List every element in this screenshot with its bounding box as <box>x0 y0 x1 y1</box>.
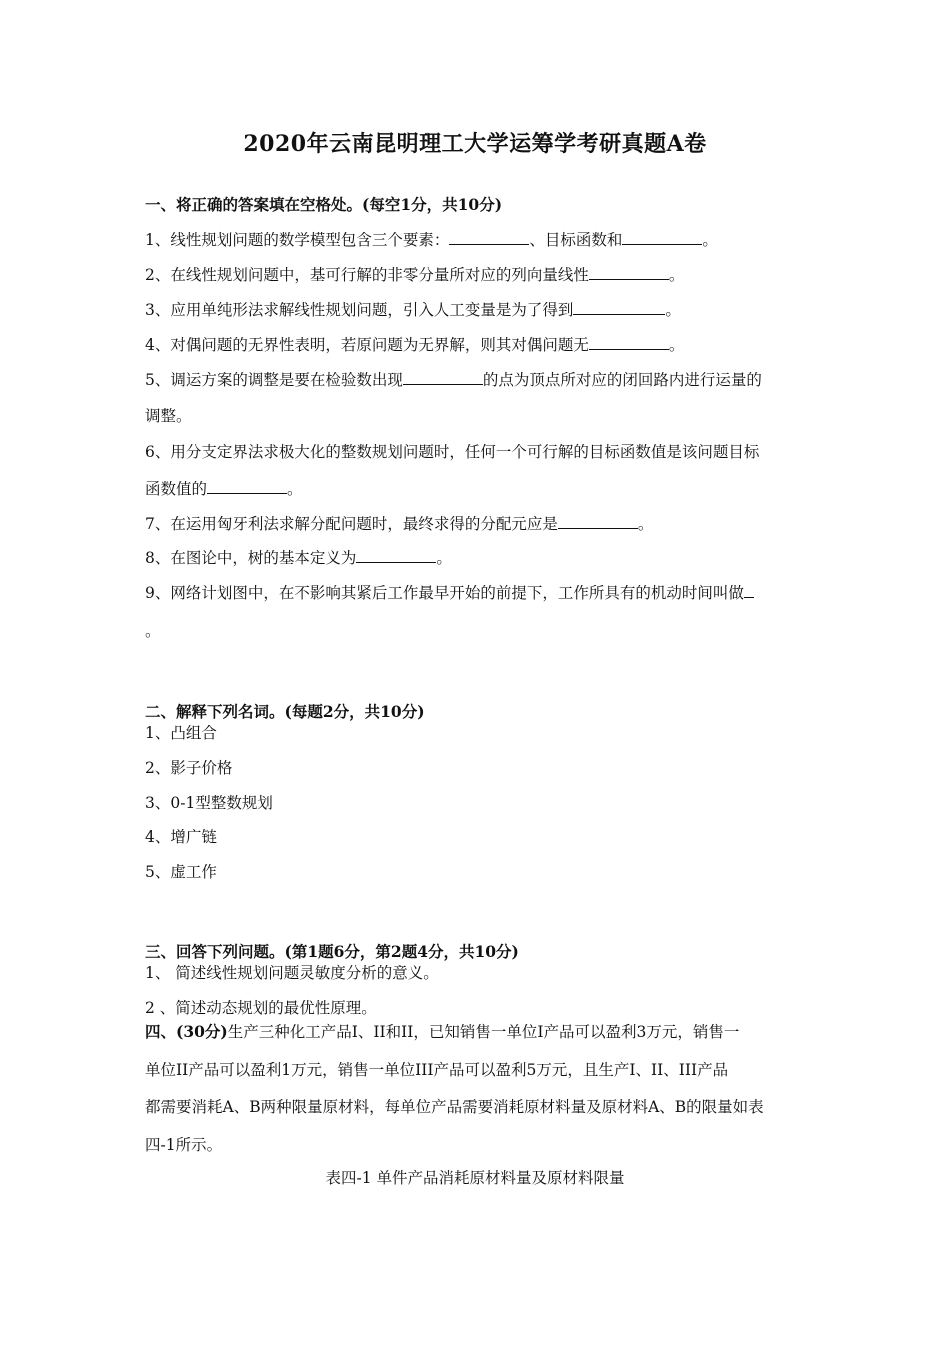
term-item: 1、凸组合 <box>145 724 217 742</box>
question-text: 。 <box>668 336 685 354</box>
question-8 <box>145 548 810 568</box>
question-text: 函数值的 <box>145 480 208 498</box>
question-2 <box>145 265 810 285</box>
answer-blank[interactable] <box>403 370 483 385</box>
question-7 <box>145 514 810 534</box>
answer-blank[interactable] <box>622 230 702 245</box>
question-3 <box>145 300 810 320</box>
section-4-text: 生产三种化工产品I、II和II，已知销售一单位I产品可以盈利3万元，销售一 <box>227 1023 740 1041</box>
section-4-line: 单位II产品可以盈利1万元，销售一单位III产品可以盈利5万元，且生产I、II、III产品 <box>145 1061 729 1079</box>
section-4-label: 四、(30分) <box>145 1022 228 1041</box>
question-text: 的点为顶点所对应的闭回路内进行运量的 <box>482 371 762 389</box>
term-item: 4、增广链 <box>145 828 217 846</box>
page-title: 2020年云南昆明理工大学运筹学考研真题A卷 <box>243 131 707 157</box>
table-caption: 表四-1 单件产品消耗原材料量及原材料限量 <box>325 1169 625 1187</box>
answer-blank[interactable] <box>449 230 529 245</box>
question-4 <box>145 335 810 355</box>
question-text: 1、线性规划问题的数学模型包含三个要素： <box>145 231 450 249</box>
question-1 <box>145 230 810 250</box>
question-text: 9、网络计划图中，在不影响其紧后工作最早开始的前提下，工作所具有的机动时间叫做 <box>145 584 744 602</box>
section-2-heading: 二、解释下列名词。(每题2分，共10分) <box>145 702 425 721</box>
question-text: 、目标函数和 <box>529 231 623 249</box>
answer-blank[interactable] <box>573 300 665 315</box>
section-4-line: 都需要消耗A、B两种限量原材料，每单位产品需要消耗原材料量及原材料A、B的限量如表 <box>145 1098 764 1116</box>
answer-blank[interactable] <box>356 548 436 563</box>
section-1-heading: 一、将正确的答案填在空格处。(每空1分，共10分) <box>145 195 503 214</box>
question-9-continued: 。 <box>145 622 161 640</box>
question-text: 5、调运方案的调整是要在检验数出现 <box>145 371 403 389</box>
question-6-continued <box>145 479 810 499</box>
question-text: 。 <box>287 480 303 498</box>
term-item: 5、虚工作 <box>145 863 217 881</box>
answer-blank[interactable] <box>207 479 287 494</box>
question-text: 2、在线性规划问题中，基可行解的非零分量所对应的列向量线性 <box>145 266 589 284</box>
question-item: 1、 简述线性规划问题灵敏度分析的意义。 <box>145 964 439 982</box>
question-text: 3、应用单纯形法求解线性规划问题，引入人工变量是为了得到 <box>145 301 574 319</box>
answer-blank[interactable] <box>558 514 638 529</box>
section-3-heading: 三、回答下列问题。(第1题6分，第2题4分，共10分) <box>145 942 519 961</box>
answer-blank[interactable] <box>744 583 754 598</box>
question-text: 。 <box>702 231 718 249</box>
question-item: 2 、简述动态规划的最优性原理。 <box>145 999 377 1017</box>
question-5-continued: 调整。 <box>145 407 192 425</box>
section-4-line <box>145 1022 810 1042</box>
question-text: 。 <box>665 301 681 319</box>
answer-blank[interactable] <box>589 335 669 350</box>
section-4-line: 四-1所示。 <box>145 1136 223 1154</box>
term-item: 3、0-1型整数规划 <box>145 794 273 812</box>
term-item: 2、影子价格 <box>145 759 233 777</box>
question-6: 6、用分支定界法求极大化的整数规划问题时，任何一个可行解的目标函数值是该问题目标 <box>145 443 760 461</box>
question-9 <box>145 583 810 603</box>
question-text: 8、在图论中，树的基本定义为 <box>145 549 357 567</box>
question-text: 4、对偶问题的无界性表明，若原问题为无界解，则其对偶问题无 <box>145 336 589 354</box>
question-5 <box>145 370 810 390</box>
question-text: 。 <box>637 515 654 533</box>
question-text: 。 <box>436 549 452 567</box>
question-text: 。 <box>668 266 685 284</box>
question-text: 7、在运用匈牙利法求解分配问题时，最终求得的分配元应是 <box>145 515 558 533</box>
answer-blank[interactable] <box>589 265 669 280</box>
